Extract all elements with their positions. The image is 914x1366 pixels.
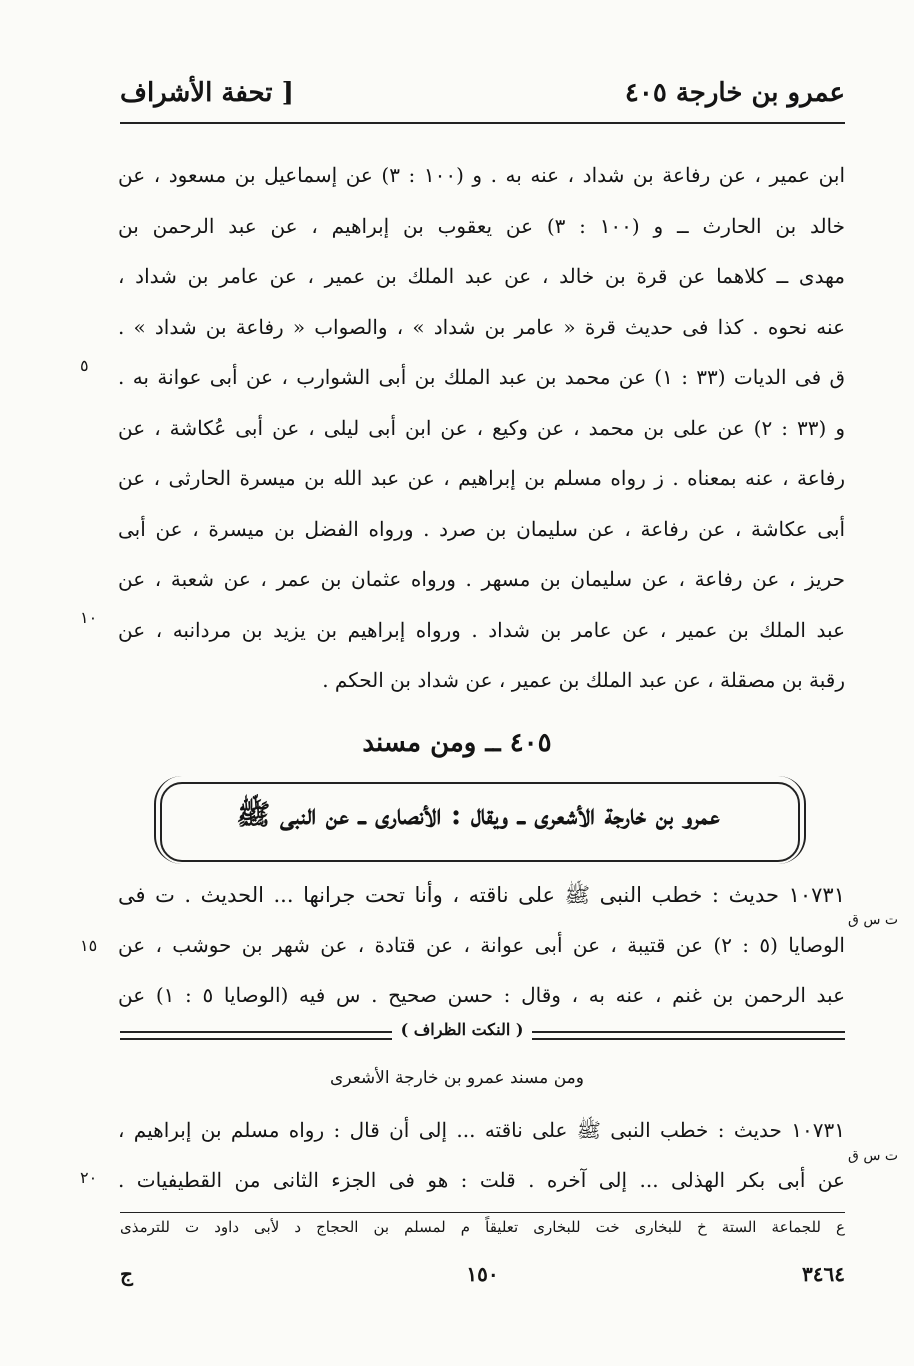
text-line: خالد بن الحارث ــ و (١٠٠ : ٣) عن يعقوب بن إبراهيم ، عن عبد الرحمن بن: [118, 213, 845, 238]
abbreviations-key: ع للجماعة الستة خ للبخارى خت للبخارى تعليقاً م لمسلم بن الحجاج د لأبى داود ت للترمذى: [120, 1218, 845, 1236]
text-line: رفاعة ، عنه بمعناه . ز رواه مسلم بن إبراهيم ، عن عبد الله بن ميسرة الحارثى ، عن: [118, 466, 845, 490]
page-footer: [120, 1262, 845, 1292]
hadith-block: [118, 870, 845, 1020]
margin-line-number: ٥: [80, 356, 89, 375]
text-line: ق فى الديات (٣٣ : ١) عن محمد بن عبد الملك بن أبى الشوارب ، عن أبى عوانة به .: [118, 365, 845, 389]
text-line: ابن عمير ، عن رفاعة بن شداد ، عنه به . و (١٠٠ : ٣) عن إسماعيل بن مسعود ، عن: [118, 163, 845, 187]
page-number: ١٥٠: [466, 1262, 499, 1286]
header-book-title: [ تحفة الأشراف: [120, 78, 294, 108]
nukat-label: ( النكت الظراف ): [392, 1020, 532, 1046]
nukat-line: ١٠٧٣١ حديث : خطب النبى ﷺ على ناقته ... إلى أن قال : رواه مسلم بن إبراهيم ،: [118, 1118, 845, 1142]
footer-signature: ج: [120, 1262, 133, 1286]
hadith-line: ١٠٧٣١ حديث : خطب النبى ﷺ على ناقته ، وأنا تحت جرانها ... الحديث . ت فى: [118, 883, 845, 907]
header-rule: [120, 122, 845, 124]
text-line: حريز ، عن رفاعة ، عن سليمان بن مسهر . ورواه عثمان بن عمر ، عن شعبة ، عن: [118, 567, 845, 591]
text-line: أبى عكاشة ، عن رفاعة ، عن سليمان بن صرد . ورواه الفضل بن ميسرة ، عن أبى: [118, 516, 845, 541]
margin-line-number: ١٠: [80, 608, 98, 627]
nukat-line: عن أبى بكر الهذلى ... إلى آخره . قلت : هو فى الجزء الثانى من القطيفيات .: [118, 1168, 845, 1192]
footer-volume-number: ٣٤٦٤: [802, 1262, 845, 1286]
text-line: عنه نحوه . كذا فى حديث قرة « عامر بن شداد » ، والصواب « رفاعة بن شداد » .: [118, 314, 845, 339]
text-line: مهدى ــ كلاهما عن قرة بن خالد ، عن عبد الملك بن عمير ، عن عامر بن شداد ،: [118, 264, 845, 288]
section-title: ٤٠٥ ــ ومن مسند: [362, 728, 552, 758]
margin-line-number: ٢٠: [80, 1168, 98, 1187]
main-text-block: [118, 150, 845, 706]
text-line: رقبة بن مصقلة ، عن عبد الملك بن عمير ، عن شداد بن الحكم .: [322, 668, 845, 692]
footnote-rule: [120, 1212, 845, 1213]
nukat-subheading: ومن مسند عمرو بن خارجة الأشعرى: [330, 1068, 584, 1088]
nukat-block: [118, 1105, 845, 1205]
header-entry-title: عمرو بن خارجة ٤٠٥: [624, 78, 845, 108]
musnad-name: عمرو بن خارجة الأشعرى ــ ويقال : الأنصارى ــ عن النبى ﷺ: [236, 798, 720, 831]
hadith-line: عبد الرحمن بن غنم ، عنه به ، وقال : حسن صحيح . س فيه (الوصايا ٥ : ١) عن: [118, 983, 845, 1007]
sigla-note: ت س ق: [848, 1148, 899, 1164]
text-line: عبد الملك بن عمير ، عن عامر بن شداد . ورواه إبراهيم بن يزيد بن مردانبه ، عن: [118, 617, 845, 642]
sigla-note: ت س ق: [848, 912, 899, 928]
margin-line-number: ١٥: [80, 936, 98, 955]
hadith-line: الوصايا (٥ : ٢) عن قتيبة ، عن أبى عوانة ، عن قتادة ، عن شهر بن حوشب ، عن: [118, 933, 845, 957]
running-header: [120, 78, 845, 118]
text-line: و (٣٣ : ٢) عن على بن محمد ، عن وكيع ، عن ابن أبى ليلى ، عن أبى عُكاشة ، عن: [118, 415, 845, 440]
